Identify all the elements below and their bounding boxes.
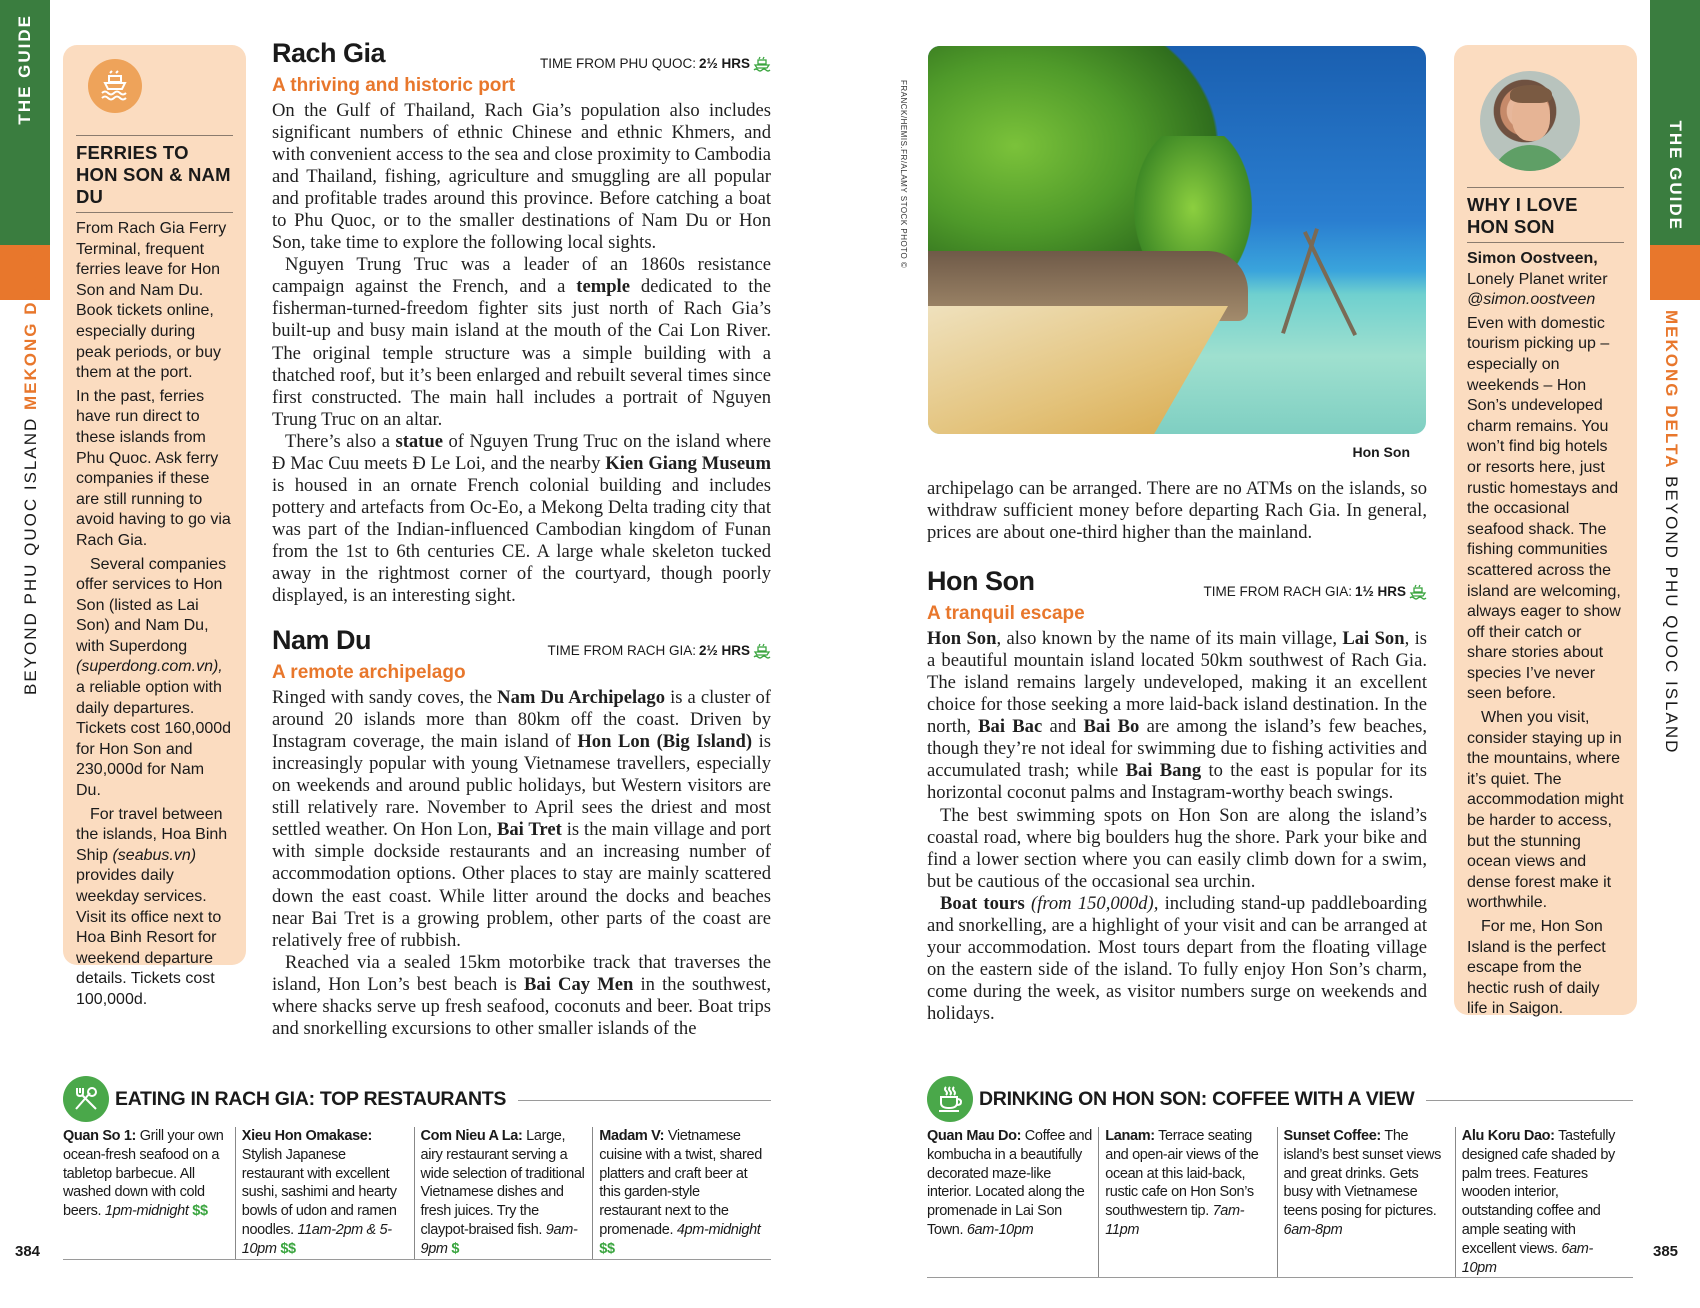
body-paragraph [927,628,1427,804]
section-title: Rach Gia [272,38,386,68]
listing-hours: 6am-8pm [1283,1221,1343,1238]
text: a reliable option with daily departures. Tickets cost 160,000d for Hon Son and 230,000d for Nam Du. [76,679,232,800]
sidebar-paragraph: When you visit, consider staying up in the mountains, where it’s quiet. The accommodation might be harder to access, but the stunning ocean views and dense forest make it worthwhile. [1467,709,1624,912]
body-paragraph [272,952,771,1040]
restaurant-listing [592,1127,771,1259]
listing-hours: 6am-10pm [1461,1240,1594,1276]
guide-tab[interactable] [1650,0,1700,245]
travel-time-value: 2½ HRS [698,643,750,659]
listing-name: Quan Mau Do: [927,1128,1022,1144]
running-head-right [1646,310,1696,755]
sidebar-title: FERRIES TO HON SON & NAM DU [76,142,231,207]
avatar-hair [1510,85,1552,103]
travel-time-label: TIME FROM RACH GIA: [547,643,696,659]
text: Several companies offer services to Hon Son (listed as Lai Son) and Nam Du, with Superdong [76,555,227,655]
section-header-nam-du [272,627,771,659]
page-number-right: 385 [1653,1243,1679,1260]
divider [76,135,233,136]
listing-desc: Tastefully designed cafe shaded by palm trees. Features wooden interior, outstanding coffee and ample seating with excellent views. [1461,1128,1616,1257]
price-level: $ [451,1240,460,1257]
price-note: (from 150,000d), [1024,892,1159,914]
divider [1426,1100,1633,1101]
poi-lai-son: Lai Son [1342,628,1405,650]
body-paragraph-continued: archipelago can be arranged. There are no ATMs on the islands, so withdraw sufficient money before departing Rach Gia. In general, prices are about one-third higher than the mainland. [927,478,1427,544]
body-paragraph: The best swimming spots on Hon Son are along the island’s coastal road, where big boulders hug the shore. Park your bike and find a lower section where you can easily climb down for a swim, but be cautious of the occasional sea urchin. [927,804,1427,892]
text: in the southwest, where shacks serve up fresh seafood, coconuts and beer. Boat trips and snorkelling excursions to other smaller islands of the [272,973,771,1039]
sidebar-paragraph: For me, Hon Son Island is the perfect escape from the hectic rush of daily life in Saigon. [1467,918,1606,1018]
superdong-link[interactable]: (superdong.com.vn), [76,658,223,676]
listings-columns [927,1127,1633,1278]
boat-icon [753,643,771,659]
text: provides daily weekday services. Visit its office next to Hoa Binh Resort for weekend departure details. Tickets cost 100,000d. [76,867,222,1008]
body-paragraph [927,893,1427,1025]
poi-statue: statue [395,430,443,452]
right-main-column [927,478,1427,1025]
poi-bai-tret: Bai Tret [496,819,562,841]
listing-name: Alu Koru Dao: [1461,1128,1555,1144]
text: There’s also a [285,430,396,452]
hon-son-beach-photo [928,46,1426,434]
sidebar-paragraph [76,805,233,1011]
listings-title: EATING IN RACH GIA: TOP RESTAURANTS [115,1087,507,1110]
why-i-love-sidebar [1454,45,1637,1018]
left-main-column [272,40,771,1040]
text: including stand-up paddleboarding and snorkelling, are a highlight of your visit and can be arranged at your accommodation. Most tours depart from the floating village on the eastern side of the island. To fully enjoy Hon Son’s charm, come during the week, as visitor numbers surge on weekends and holidays. [927,892,1427,1024]
listing-name: Sunset Coffee: [1283,1128,1381,1144]
ferries-sidebar [63,45,246,1008]
text: of Nguyen Trung Truc on the island where Đ Mac Cuu meets Đ Le Loi, and the nearby [272,430,772,474]
running-head-section: BEYOND PHU QUOC ISLAND [1662,476,1681,755]
text: dedicated to the fisherman-turned-freedom fighter sits just north of Rach Gia’s built-up and busy main island at the mouth of the Cai Lon River. The original temple structure was a simple building with a thatched roof, but it’s been enlarged and rebuilt several times since first constructed. The main hall includes a portrait of Nguyen Trung Truc on an altar. [272,276,771,430]
listing-hours: 1pm-midnight [104,1203,189,1220]
restaurant-listing [414,1127,593,1259]
running-head-left [6,250,56,695]
cafe-listing [1098,1127,1276,1277]
travel-time-label: TIME FROM RACH GIA: [1203,584,1352,600]
text: is the main village and port with simple dockside restaurants and an increasing number of accommodation options. Other places to stay are mainly scattered down the east coast. While litter around the docks and beaches near Bai Tret is a growing problem, other parts of the coast are relatively free of rubbish. [272,819,772,951]
boat-icon [1409,584,1427,600]
sidebar-paragraph: In the past, ferries have run direct to these islands from Phu Quoc. Ask ferry companies if these are still running to avoid having to go via Rach Gia. [76,387,231,549]
body-paragraph [272,431,771,607]
travel-time-value: 2½ HRS [698,56,750,71]
listing-desc: The island’s best sunset views and great drinks. Gets busy with Vietnamese teens posing for pictures. [1283,1128,1441,1220]
listing-name: Xieu Hon Omakase: [241,1128,372,1144]
listing-hours: 7am-11pm [1105,1203,1245,1238]
travel-time [1203,581,1427,603]
listing-hours: 6am-10pm [966,1221,1034,1238]
region-tab-marker [1650,245,1700,300]
listings-header [63,1075,771,1123]
body-paragraph: On the Gulf of Thailand, Rach Gia’s population also includes significant numbers of ethnic Chinese and ethnic Khmers, and with convenient access to the sea and close proximity to Cambodia and Thailand, fishing, agriculture and smuggling are all popular and profitable trades around this province. Before catching a boat to Phu Quoc, or to the smaller destinations of Nam Du or Hon Son, take time to explore the following local sights. [272,100,771,254]
body-paragraph [272,254,771,430]
listing-desc: Terrace seating and open-air views of the ocean at this laid-back, rustic cafe on Hon Son’s southwestern tip. [1105,1128,1259,1220]
text: Nguyen Trung Truc was a leader of an 1860s resistance campaign against the French, and a [272,254,771,298]
price-level: $$ [280,1240,296,1257]
text: are among the island’s few beaches, though they’re not ideal for swimming due to fishing activities and accumulated trash; while [927,716,1427,782]
drinking-listings [927,1075,1633,1278]
beach-swing-pole [1303,231,1357,336]
boat-icon [753,56,771,72]
section-subtitle: A tranquil escape [927,603,1085,625]
seabus-link[interactable]: (seabus.vn) [112,846,197,864]
sidebar-paragraph [76,555,233,802]
sidebar-paragraph: Even with domestic tourism picking up – especially on weekends – Hon Son’s undeveloped charm remains. You won’t find big hotels or resorts here, just rustic homestays and the occasional seafood shack. The fishing communities scattered across the island are welcoming, always eager to show off their catch or share stories about species I’ve never seen before. [1467,314,1621,703]
poi-bai-bac: Bai Bac [978,716,1043,738]
poi-bai-cay-men: Bai Cay Men [524,973,634,995]
text: is increasingly popular with young Vietnamese travellers, especially on weekends and around public holidays, but Western visitors are still relatively rare. November to April sees the driest and most settled weather. On Hon Lon, [272,731,772,841]
listings-columns [63,1127,771,1260]
avatar-shirt [1490,145,1570,171]
sidebar-paragraph: From Rach Gia Ferry Terminal, frequent ferries leave for Hon Son and Nam Du. Book tickets online, especially during peak periods, or buy them at the port. [76,220,227,382]
text: , also known by the name of its main village, [996,628,1343,650]
listing-desc: Grill your own ocean-fresh seafood on a tabletop barbecue. All washed down with cold beers. [63,1128,224,1220]
listing-hours: 9am-9pm [420,1221,578,1257]
photo-credit: FRANCK/HEMIS.FR/ALAMY STOCK PHOTO © [899,80,908,269]
listing-hours: 11am-2pm & 5-10pm [241,1221,392,1257]
author-avatar [1480,71,1580,171]
listings-header [927,1075,1633,1123]
section-subtitle: A thriving and historic port [272,75,516,96]
restaurant-listing [63,1127,235,1259]
author-role: Lonely Planet writer [1467,270,1608,288]
text: and [1042,716,1084,738]
listing-name: Lanam: [1105,1128,1155,1144]
listing-desc: Stylish Japanese restaurant with excellent sushi, sashimi and hearty bowls of udon and ramen noodles. [241,1146,397,1238]
divider [1467,242,1624,243]
running-head-region: MEKONG DELTA [21,250,40,410]
divider [1467,187,1624,188]
poi-hon-lon: Hon Lon (Big Island) [577,731,753,753]
section-header-rach-gia [272,40,771,72]
running-head-section: BEYOND PHU QUOC ISLAND [21,416,40,695]
travel-time-label: TIME FROM PHU QUOC: [539,56,696,71]
listing-name: Com Nieu A La: [420,1128,523,1144]
cafe-listing [1277,1127,1455,1277]
price-level: $$ [599,1240,615,1257]
poi-nam-du-archipelago: Nam Du Archipelago [497,687,666,709]
travel-time-value: 1½ HRS [1354,584,1406,600]
running-head-region: MEKONG DELTA [1662,310,1681,470]
section-subtitle: A remote archipelago [272,662,466,684]
text: Ringed with sandy coves, the [272,687,498,709]
section-title: Nam Du [272,625,372,656]
text: is a cluster of around 20 islands more than 80km off the coast. Driven by Instagram coverage, the main island of [272,687,771,753]
body-paragraph [272,687,771,952]
photo-caption: Hon Son [1352,444,1410,460]
beach-sand [928,306,1228,434]
sidebar-title: WHY I LOVE HON SON [1467,194,1578,237]
section-header-hon-son [927,568,1427,600]
poi-bai-bo: Bai Bo [1083,716,1140,738]
coffee-cup-icon [927,1076,973,1122]
restaurant-listing [235,1127,414,1259]
poi-temple: temple [576,276,630,298]
listings-title: DRINKING ON HON SON: COFFEE WITH A VIEW [979,1087,1415,1110]
price-level: $$ [192,1203,208,1220]
poi-hon-son: Hon Son [927,628,997,650]
listing-desc: Coffee and kombucha in a beautifully decorated maze-like interior. Located along the promenade in Lai Son Town. [927,1128,1092,1238]
text: Reached via a sealed 15km motorbike track that traverses the island, Hon Lon’s best beach is [272,951,771,995]
cafe-listing [927,1127,1098,1277]
listing-name: Madam V: [599,1128,665,1144]
poi-boat-tours: Boat tours [940,892,1025,914]
author-handle[interactable]: @simon.oostveen [1467,291,1596,309]
text: , is a beautiful mountain island located 50km southwest of Rach Gia. The island remains largely undeveloped, making it an excellent choice for those seeking a more laid-back island destination. In the north, [927,628,1427,738]
listing-desc: Vietnamese cuisine with a twist, shared platters and craft beer at this garden-style restaurant next to the promenade. [599,1128,762,1238]
text: For travel between the islands, Hoa Binh Ship [76,805,228,864]
divider [76,212,233,213]
ferry-icon [88,59,142,113]
poi-bai-bang: Bai Bang [1125,760,1202,782]
fork-spoon-icon [63,1076,109,1122]
text: is housed in an ornate French colonial building and includes pottery and artefacts from Oc-Eo, a Mekong Delta trading city that was part of the Indian-influenced Cambodian kingdom of Funan from the 1st to 6th centuries CE. A large whale skeleton tucked away in the rightmost corner of the courtyard, though poorly displayed, is an interesting sight. [272,474,771,607]
divider [518,1100,771,1101]
listing-hours: 4pm-midnight [676,1221,761,1238]
poi-kien-giang-museum: Kien Giang Museum [605,452,771,474]
author-name: Simon Oostveen, [1467,250,1598,267]
travel-time [547,640,771,662]
page-number-left: 384 [15,1243,41,1260]
guide-tab[interactable] [0,0,50,245]
text: to the east is popular for its horizontal coconut palms and Instagram-worthy beach swings. [927,760,1428,804]
eating-listings [63,1075,771,1260]
cafe-listing [1455,1127,1633,1277]
section-title: Hon Son [927,566,1035,597]
listing-desc: Large, airy restaurant serving a wide selection of traditional Vietnamese dishes and fresh juices. Try the claypot-braised fish. [420,1128,585,1238]
travel-time [540,53,771,75]
guide-tab-label: THE GUIDE [15,14,34,125]
listing-name: Quan So 1: [63,1128,137,1144]
guide-tab-label: THE GUIDE [1666,120,1685,231]
